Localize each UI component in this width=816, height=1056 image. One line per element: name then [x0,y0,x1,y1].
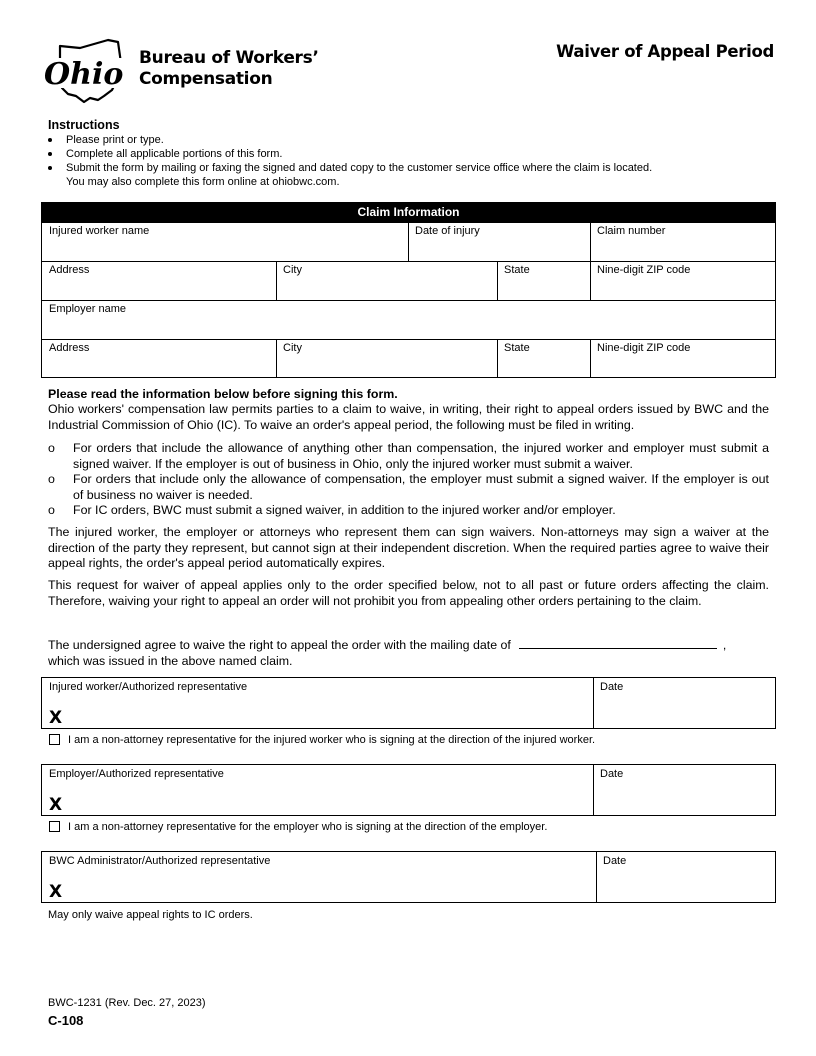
claim-information-table [41,202,776,378]
employer-address-field[interactable]: Address [49,342,90,354]
employer-signature-box [41,764,776,816]
bwc-note: May only waive appeal rights to IC orders. [48,909,253,921]
instructions-list [48,133,768,189]
intro-paragraph: Ohio workers' compensation law permits parties to a claim to waive, in writing, their right to appeal orders issued by BWC and the Industrial Commission of Ohio (IC). To waive an order's appeal period, the following must be filed in writing. [48,402,769,432]
injured-worker-nonattorney-row: I am a non-attorney representative for the injured worker who is signing at the direction of the injured worker. [49,734,595,746]
employer-state-field[interactable]: State [504,342,530,354]
injured-worker-date-label: Date [600,681,624,693]
form-code: C-108 [48,1013,84,1028]
read-before-signing-heading: Please read the information below before signing this form. [48,387,398,401]
org-name-line1: Bureau of Workers’ [139,48,319,68]
instruction-item: Complete all applicable portions of this form. [48,147,768,161]
worker-city-field[interactable]: City [283,264,302,276]
bwc-signature-box [41,851,776,903]
injured-worker-name-field[interactable]: Injured worker name [49,225,150,237]
claim-information-header: Claim Information [42,203,775,222]
bullet-icon [48,138,52,142]
requirements-list [48,441,769,519]
instruction-item: Please print or type. [48,133,768,147]
injured-worker-signature-box [41,677,776,729]
instruction-item: Submit the form by mailing or faxing the signed and dated copy to the customer service office where the claim is located. [48,161,768,175]
signers-paragraph: The injured worker, the employer or attorneys who represent them can sign waivers. Non-attorneys may sign a waiver at the direction of the party they represent, but cannot sign at their independent discretion. When the required parties agree to waive their appeal rights, the order's appeal period automatically expires. [48,525,769,570]
signature-x-mark: X [49,882,63,902]
form-revision: BWC-1231 (Rev. Dec. 27, 2023) [48,997,206,1009]
date-of-injury-field[interactable]: Date of injury [415,225,480,237]
employer-date-label: Date [600,768,624,780]
worker-zip-field[interactable]: Nine-digit ZIP code [597,264,691,276]
injured-worker-signature-label: Injured worker/Authorized representative [49,681,248,693]
signature-x-mark: X [49,795,63,815]
employer-city-field[interactable]: City [283,342,302,354]
employer-nonattorney-checkbox[interactable] [49,821,60,832]
requirement-item: o For IC orders, BWC must submit a signed waiver, in addition to the injured worker and/or employer. [48,503,616,517]
employer-zip-field[interactable]: Nine-digit ZIP code [597,342,691,354]
circle-bullet-icon: o [48,441,55,455]
bwc-date-label: Date [603,855,627,867]
employer-name-field[interactable]: Employer name [49,303,127,315]
bwc-signature-label: BWC Administrator/Authorized representative [49,855,271,867]
bullet-icon [48,152,52,156]
form-title: Waiver of Appeal Period [556,42,774,61]
agreement-statement: The undersigned agree to waive the right to appeal the order with the mailing date of , which was issued in the above named claim. [48,638,727,668]
requirement-item: o For orders that include the allowance of anything other than compensation, the injured worker and employer must submit a signed waiver. If the employer is out of business in Ohio, only the injured worker must submit a waiver. [48,441,769,471]
circle-bullet-icon: o [48,503,55,517]
mailing-date-input[interactable] [519,638,717,649]
scope-paragraph: This request for waiver of appeal applies only to the order specified below, not to all past or future orders affecting the claim. Therefore, waiving your right to appeal an order will not prohibit you from appealing other orders pertaining to the claim. [48,578,769,608]
claim-number-field[interactable]: Claim number [597,225,666,237]
worker-address-field[interactable]: Address [49,264,90,276]
circle-bullet-icon: o [48,472,55,486]
employer-signature-label: Employer/Authorized representative [49,768,224,780]
signature-x-mark: X [49,708,63,728]
ohio-state-logo [40,38,132,104]
logo-text: Ohio [44,57,124,92]
org-name-line2: Compensation [139,69,273,89]
instructions-heading: Instructions [48,118,120,132]
bullet-icon [48,166,52,170]
requirement-item: o For orders that include only the allowance of compensation, the employer must submit a signed waiver. If the employer is out of business no waiver is needed. [48,472,769,502]
worker-state-field[interactable]: State [504,264,530,276]
employer-nonattorney-row: I am a non-attorney representative for the employer who is signing at the direction of the employer. [49,821,547,833]
injured-worker-nonattorney-checkbox[interactable] [49,734,60,745]
instruction-item-continued: You may also complete this form online at ohiobwc.com. [66,176,340,188]
